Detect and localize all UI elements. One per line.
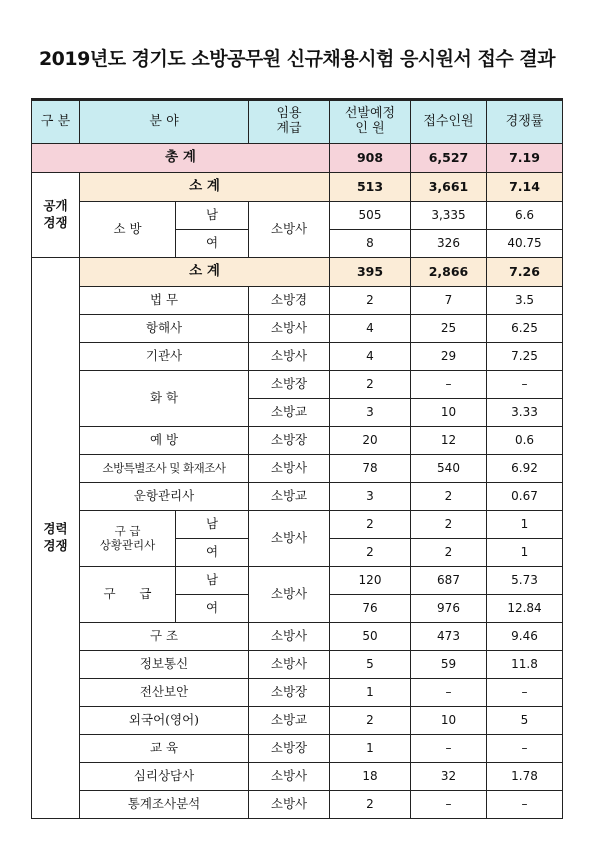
field-cell: 법 무	[80, 287, 249, 315]
career-subtotal-row	[32, 258, 563, 287]
applicants-cell: –	[411, 371, 487, 399]
total-ratio: 7.19	[487, 144, 563, 173]
ratio-cell: 6.92	[487, 455, 563, 483]
table-row	[32, 707, 563, 735]
applicants-cell: 2	[411, 483, 487, 511]
total-applicants: 6,527	[411, 144, 487, 173]
planned-cell: 4	[330, 315, 411, 343]
total-label: 총 계	[32, 144, 330, 173]
ratio-cell: 40.75	[487, 230, 563, 258]
ratio-cell: –	[487, 735, 563, 763]
ratio-cell: –	[487, 791, 563, 819]
rank-cell: 소방장	[249, 735, 330, 763]
applicants-cell: 473	[411, 623, 487, 651]
rank-cell: 소방사	[249, 315, 330, 343]
planned-cell: 3	[330, 483, 411, 511]
field-cell: 교 육	[80, 735, 249, 763]
header-rank: 임용 계급	[249, 100, 330, 144]
table-row	[32, 202, 563, 230]
ratio-cell: 1	[487, 539, 563, 567]
rank-cell: 소방장	[249, 427, 330, 455]
planned-cell: 3	[330, 399, 411, 427]
table-row	[32, 371, 563, 399]
applicants-cell: 687	[411, 567, 487, 595]
ratio-cell: 9.46	[487, 623, 563, 651]
planned-cell: 120	[330, 567, 411, 595]
table-row	[32, 763, 563, 791]
field-cell: 전산보안	[80, 679, 249, 707]
ratio-cell: 5.73	[487, 567, 563, 595]
planned-cell: 50	[330, 623, 411, 651]
header-row	[32, 100, 563, 144]
rank-cell: 소방사	[249, 623, 330, 651]
applicants-cell: –	[411, 735, 487, 763]
career-subtotal-applicants: 2,866	[411, 258, 487, 287]
applicants-cell: 2	[411, 539, 487, 567]
applicants-cell: 32	[411, 763, 487, 791]
gender-cell: 남	[176, 567, 249, 595]
rank-cell: 소방사	[249, 791, 330, 819]
ratio-cell: –	[487, 679, 563, 707]
field-cell: 운항관리사	[80, 483, 249, 511]
applicants-cell: 12	[411, 427, 487, 455]
planned-cell: 2	[330, 511, 411, 539]
field-cell: 구 급	[80, 567, 176, 623]
rank-cell: 소방교	[249, 483, 330, 511]
header-bunya: 분 야	[80, 100, 249, 144]
results-table	[31, 98, 563, 819]
planned-cell: 2	[330, 707, 411, 735]
career-subtotal-ratio: 7.26	[487, 258, 563, 287]
field-cell: 소방특별조사 및 화재조사	[80, 455, 249, 483]
planned-cell: 1	[330, 679, 411, 707]
table-row	[32, 455, 563, 483]
rank-cell: 소방사	[249, 763, 330, 791]
rank-cell: 소방경	[249, 287, 330, 315]
planned-cell: 505	[330, 202, 411, 230]
open-subtotal-planned: 513	[330, 173, 411, 202]
applicants-cell: 2	[411, 511, 487, 539]
ratio-cell: 12.84	[487, 595, 563, 623]
open-subtotal-row	[32, 173, 563, 202]
field-cell: 심리상담사	[80, 763, 249, 791]
open-subtotal-label: 소 계	[80, 173, 330, 202]
table-row	[32, 735, 563, 763]
ratio-cell: 6.6	[487, 202, 563, 230]
open-field: 소 방	[80, 202, 176, 258]
rank-cell: 소방사	[249, 511, 330, 567]
gender-cell: 남	[176, 202, 249, 230]
table-row	[32, 427, 563, 455]
ratio-cell: 0.67	[487, 483, 563, 511]
field-cell: 구 급 상황관리사	[80, 511, 176, 567]
field-cell: 기관사	[80, 343, 249, 371]
career-subtotal-label: 소 계	[80, 258, 330, 287]
table-row	[32, 623, 563, 651]
applicants-cell: 10	[411, 707, 487, 735]
table-row	[32, 567, 563, 595]
planned-cell: 1	[330, 735, 411, 763]
table-row	[32, 315, 563, 343]
applicants-cell: –	[411, 679, 487, 707]
table-row	[32, 679, 563, 707]
ratio-cell: 11.8	[487, 651, 563, 679]
header-gubun: 구 분	[32, 100, 80, 144]
ratio-cell: 6.25	[487, 315, 563, 343]
career-subtotal-planned: 395	[330, 258, 411, 287]
table-row	[32, 483, 563, 511]
gender-cell: 여	[176, 230, 249, 258]
ratio-cell: 3.33	[487, 399, 563, 427]
ratio-cell: 3.5	[487, 287, 563, 315]
ratio-cell: 0.6	[487, 427, 563, 455]
applicants-cell: 976	[411, 595, 487, 623]
planned-cell: 20	[330, 427, 411, 455]
header-ratio: 경쟁률	[487, 100, 563, 144]
table-row	[32, 511, 563, 539]
ratio-cell: 5	[487, 707, 563, 735]
rank-cell: 소방사	[249, 651, 330, 679]
planned-cell: 4	[330, 343, 411, 371]
rank-cell: 소방장	[249, 679, 330, 707]
field-cell: 외국어(영어)	[80, 707, 249, 735]
applicants-cell: 10	[411, 399, 487, 427]
field-cell: 통계조사분석	[80, 791, 249, 819]
table-row	[32, 791, 563, 819]
open-subtotal-applicants: 3,661	[411, 173, 487, 202]
total-row	[32, 144, 563, 173]
applicants-cell: 25	[411, 315, 487, 343]
field-cell: 화 학	[80, 371, 249, 427]
applicants-cell: 326	[411, 230, 487, 258]
table-row	[32, 343, 563, 371]
ratio-cell: –	[487, 371, 563, 399]
applicants-cell: 29	[411, 343, 487, 371]
rank-cell: 소방사	[249, 343, 330, 371]
ratio-cell: 7.25	[487, 343, 563, 371]
applicants-cell: –	[411, 791, 487, 819]
table-row	[32, 651, 563, 679]
rank-cell: 소방사	[249, 567, 330, 623]
total-planned: 908	[330, 144, 411, 173]
planned-cell: 76	[330, 595, 411, 623]
planned-cell: 2	[330, 791, 411, 819]
open-rank: 소방사	[249, 202, 330, 258]
field-cell: 구 조	[80, 623, 249, 651]
applicants-cell: 3,335	[411, 202, 487, 230]
planned-cell: 2	[330, 371, 411, 399]
open-group-label: 공개 경쟁	[32, 173, 80, 258]
open-subtotal-ratio: 7.14	[487, 173, 563, 202]
field-cell: 예 방	[80, 427, 249, 455]
career-group-label: 경력 경쟁	[32, 258, 80, 819]
rank-cell: 소방교	[249, 399, 330, 427]
rank-cell: 소방교	[249, 707, 330, 735]
rank-cell: 소방사	[249, 455, 330, 483]
applicants-cell: 7	[411, 287, 487, 315]
field-cell: 항해사	[80, 315, 249, 343]
gender-cell: 남	[176, 511, 249, 539]
header-applicants: 접수인원	[411, 100, 487, 144]
gender-cell: 여	[176, 595, 249, 623]
header-planned: 선발예정 인 원	[330, 100, 411, 144]
rank-cell: 소방장	[249, 371, 330, 399]
table-row	[32, 287, 563, 315]
planned-cell: 18	[330, 763, 411, 791]
planned-cell: 5	[330, 651, 411, 679]
field-cell: 정보통신	[80, 651, 249, 679]
planned-cell: 78	[330, 455, 411, 483]
planned-cell: 2	[330, 539, 411, 567]
gender-cell: 여	[176, 539, 249, 567]
applicants-cell: 59	[411, 651, 487, 679]
ratio-cell: 1.78	[487, 763, 563, 791]
ratio-cell: 1	[487, 511, 563, 539]
page-title: 2019년도 경기도 소방공무원 신규채용시험 응시원서 접수 결과	[38, 48, 556, 70]
planned-cell: 2	[330, 287, 411, 315]
planned-cell: 8	[330, 230, 411, 258]
applicants-cell: 540	[411, 455, 487, 483]
